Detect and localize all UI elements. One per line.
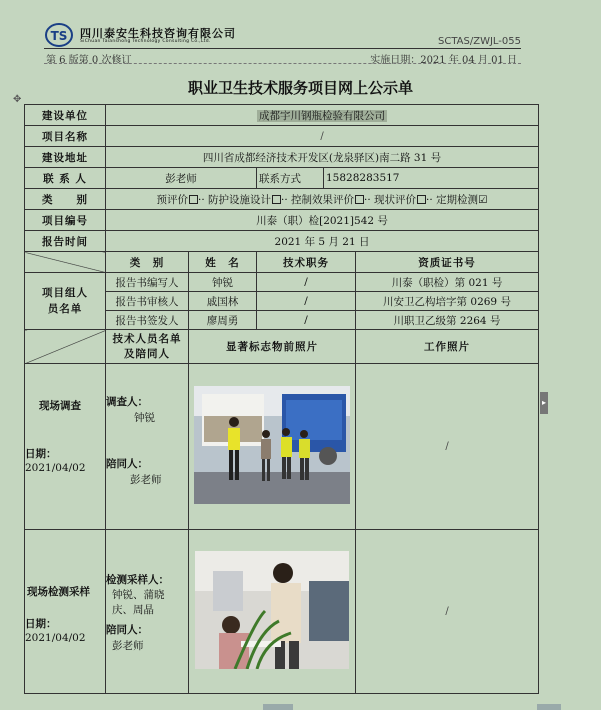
option-protection-design[interactable]: 防护设施设计	[208, 194, 281, 206]
member-role: 报告书编写人	[106, 273, 189, 292]
option-status-eval[interactable]: 现状评价	[374, 194, 426, 206]
construction-unit-label: 建设单位	[25, 105, 106, 126]
category-options: 预评价 ·· 防护设施设计 ·· 控制效果评价 ·· 现状评价 ·· 定期检测☑	[106, 189, 539, 210]
checkbox-icon	[355, 195, 364, 204]
team-label: 项目组人员名单	[25, 273, 106, 330]
sampler-names: 钟锐、蒲晓庆、周晶	[112, 589, 165, 616]
member-name: 廖周勇	[189, 311, 257, 330]
sampling-escort-label: 陪同人：	[106, 624, 148, 636]
report-time-value: 2021 年 5 月 21 日	[106, 231, 539, 252]
member-name: 戚国林	[189, 292, 257, 311]
team-col-title: 技术职务	[257, 252, 356, 273]
row-address	[25, 147, 539, 168]
bottom-scroll-handle[interactable]	[263, 704, 293, 710]
row-contact	[25, 168, 539, 189]
survey-row	[25, 364, 539, 530]
team-row	[25, 273, 539, 292]
survey-date: 2021/04/02	[25, 462, 86, 474]
notice-table	[24, 104, 539, 694]
sampling-date: 2021/04/02	[25, 632, 86, 644]
team-diag-cell	[25, 252, 106, 273]
header-divider	[44, 63, 521, 64]
row-construction-unit	[25, 105, 539, 126]
team-col-cert: 资质证书号	[356, 252, 539, 273]
logo-icon	[44, 22, 74, 48]
option-control-eval[interactable]: 控制效果评价	[291, 194, 364, 206]
photo-diag-cell	[25, 330, 106, 364]
checkbox-icon	[417, 195, 426, 204]
team-col-name: 姓 名	[189, 252, 257, 273]
investigator-label: 调查人：	[106, 396, 148, 408]
contact-value: 彭老师	[106, 168, 257, 189]
survey-date-label: 日期：	[25, 448, 57, 460]
sampling-label: 现场检测采样	[27, 586, 90, 598]
category-label: 类 别	[25, 189, 106, 210]
sampling-landmark-photo	[195, 551, 349, 669]
team-header-row	[25, 252, 539, 273]
page-title: 职业卫生技术服务项目网上公示单	[187, 79, 413, 97]
member-role: 报告书签发人	[106, 311, 189, 330]
phone-label: 联系方式	[257, 168, 324, 189]
member-title: /	[257, 311, 356, 330]
header-rule	[44, 48, 521, 49]
survey-escort-name: 彭老师	[130, 474, 162, 486]
staff-list-header: 技术人员名单及陪同人	[106, 330, 189, 364]
survey-work-photo: /	[356, 364, 539, 530]
sampling-work-photo: /	[356, 530, 539, 694]
member-cert: 川职卫乙级第 2264 号	[356, 311, 539, 330]
member-title: /	[257, 292, 356, 311]
sampling-date-label: 日期：	[25, 618, 57, 630]
row-project-name	[25, 126, 539, 147]
member-name: 钟锐	[189, 273, 257, 292]
photo-header-row	[25, 330, 539, 364]
member-role: 报告书审核人	[106, 292, 189, 311]
project-name-value: /	[106, 126, 539, 147]
row-report-time	[25, 231, 539, 252]
landmark-photo-header: 显著标志物前照片	[189, 330, 356, 364]
phone-value: 15828283517	[324, 168, 539, 189]
sampling-row	[25, 530, 539, 694]
survey-label: 现场调查	[39, 400, 81, 412]
svg-text:TS: TS	[50, 29, 68, 43]
checkbox-icon	[189, 195, 198, 204]
table-move-handle-icon[interactable]: ✥	[13, 94, 22, 105]
project-no-value: 川泰（职）检[2021]542 号	[106, 210, 539, 231]
option-pre-eval[interactable]: 预评价	[157, 194, 199, 206]
address-label: 建设地址	[25, 147, 106, 168]
side-expand-icon[interactable]: ▸	[540, 392, 548, 414]
project-no-label: 项目编号	[25, 210, 106, 231]
row-category	[25, 189, 539, 210]
option-periodic-test[interactable]: 定期检测☑	[436, 193, 488, 206]
company-name-en: SiChuan Taianshong Technology Consulting Co.,Ltd.	[80, 39, 211, 44]
company-name-cn: 四川泰安生科技咨询有限公司	[80, 27, 236, 40]
survey-escort-label: 陪同人：	[106, 458, 148, 470]
construction-unit-value: 成都宇川钢瓶检验有限公司	[259, 109, 385, 122]
member-cert: 川泰（职检）第 021 号	[356, 273, 539, 292]
investigator-name: 钟锐	[134, 412, 155, 424]
sampler-label: 检测采样人：	[106, 574, 169, 586]
bottom-scroll-handle-2[interactable]	[537, 704, 561, 710]
checkbox-icon	[272, 195, 281, 204]
project-name-label: 项目名称	[25, 126, 106, 147]
row-project-no	[25, 210, 539, 231]
sampling-escort-name: 彭老师	[112, 640, 144, 652]
member-title: /	[257, 273, 356, 292]
implement-date: 实施日期：2021 年 04 月 01 日	[370, 55, 517, 66]
address-value: 四川省成都经济技术开发区(龙泉驿区)南二路 31 号	[106, 147, 539, 168]
survey-landmark-photo	[194, 386, 350, 504]
document-code: SCTAS/ZWJL-055	[438, 36, 521, 47]
team-col-role: 类 别	[106, 252, 189, 273]
report-time-label: 报告时间	[25, 231, 106, 252]
company-logo	[44, 22, 294, 48]
member-cert: 川安卫乙构培字第 0269 号	[356, 292, 539, 311]
contact-label: 联 系 人	[25, 168, 106, 189]
revision-text: 第 6 版第 0 次修订	[46, 55, 132, 66]
work-photo-header: 工作照片	[356, 330, 539, 364]
checked-checkbox-icon[interactable]: ☑	[478, 193, 488, 206]
